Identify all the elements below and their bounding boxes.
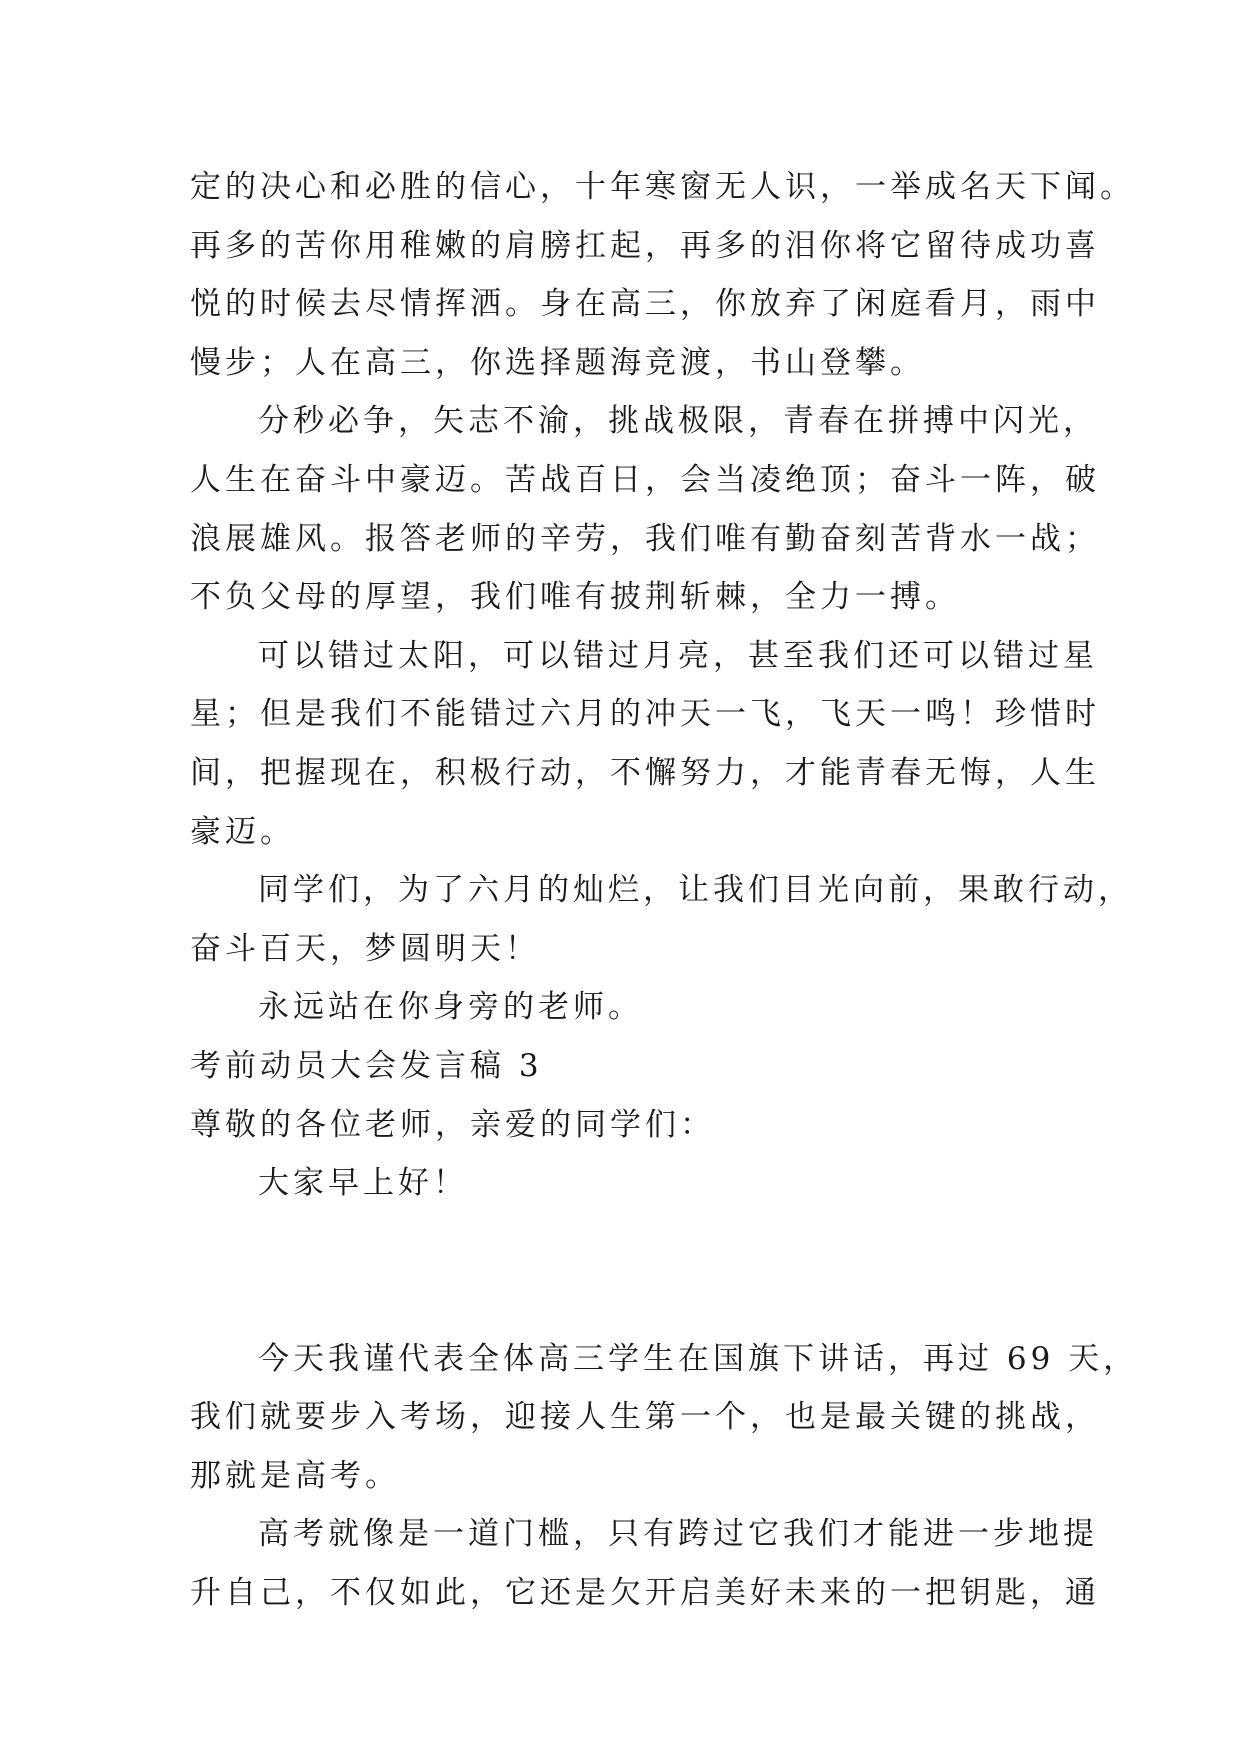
paragraph-start-line: 分秒必争，矢志不渝，挑战极限，青春在拼搏中闪光，	[258, 403, 1098, 440]
paragraph-start-line: 高考就像是一道门槛，只有跨过它我们才能进一步地提	[258, 1516, 1098, 1553]
text-line: 星；但是我们不能错过六月的冲天一飞，飞天一鸣！珍惜时	[190, 696, 1100, 733]
section-title: 考前动员大会发言稿 3	[190, 1047, 543, 1084]
greeting: 大家早上好！	[258, 1165, 468, 1202]
text-line: 间，把握现在，积极行动，不懈努力，才能青春无悔，人生	[190, 754, 1100, 791]
text-line: 浪展雄风。报答老师的辛劳，我们唯有勤奋刻苦背水一战；	[190, 520, 1100, 557]
text-line: 不负父母的厚望，我们唯有披荆斩棘，全力一搏。	[190, 579, 960, 616]
salutation: 尊敬的各位老师，亲爱的同学们：	[190, 1106, 715, 1143]
text-line: 人生在奋斗中豪迈。苦战百日，会当凌绝顶；奋斗一阵，破	[190, 461, 1100, 498]
document-body	[190, 158, 1139, 1623]
text-line: 我们就要步入考场，迎接人生第一个，也是最关键的挑战，	[190, 1399, 1100, 1436]
text-line: 那就是高考。	[190, 1457, 400, 1494]
blank-gap	[190, 1213, 1058, 1330]
paragraph-start-line: 今天我谨代表全体高三学生在国旗下讲话，再过 69 天，	[258, 1340, 1139, 1377]
text-line: 慢步；人在高三，你选择题海竞渡，书山登攀。	[190, 344, 925, 381]
signature-line: 永远站在你身旁的老师。	[258, 989, 643, 1026]
text-line: 奋斗百天，梦圆明天！	[190, 930, 540, 967]
text-line: 定的决心和必胜的信心，十年寒窗无人识，一举成名天下闻。	[190, 169, 1135, 205]
paragraph-start-line: 同学们，为了六月的灿烂，让我们目光向前，果敢行动，	[258, 872, 1133, 909]
text-line: 豪迈。	[190, 813, 295, 850]
text-line: 再多的苦你用稚嫩的肩膀扛起，再多的泪你将它留待成功喜	[190, 227, 1100, 264]
paragraph-start-line: 可以错过太阳，可以错过月亮，甚至我们还可以错过星	[258, 637, 1098, 674]
text-line: 升自己，不仅如此，它还是欠开启美好未来的一把钥匙，通	[190, 1575, 1100, 1612]
text-line: 悦的时候去尽情挥洒。身在高三，你放弃了闲庭看月，雨中	[190, 286, 1100, 323]
